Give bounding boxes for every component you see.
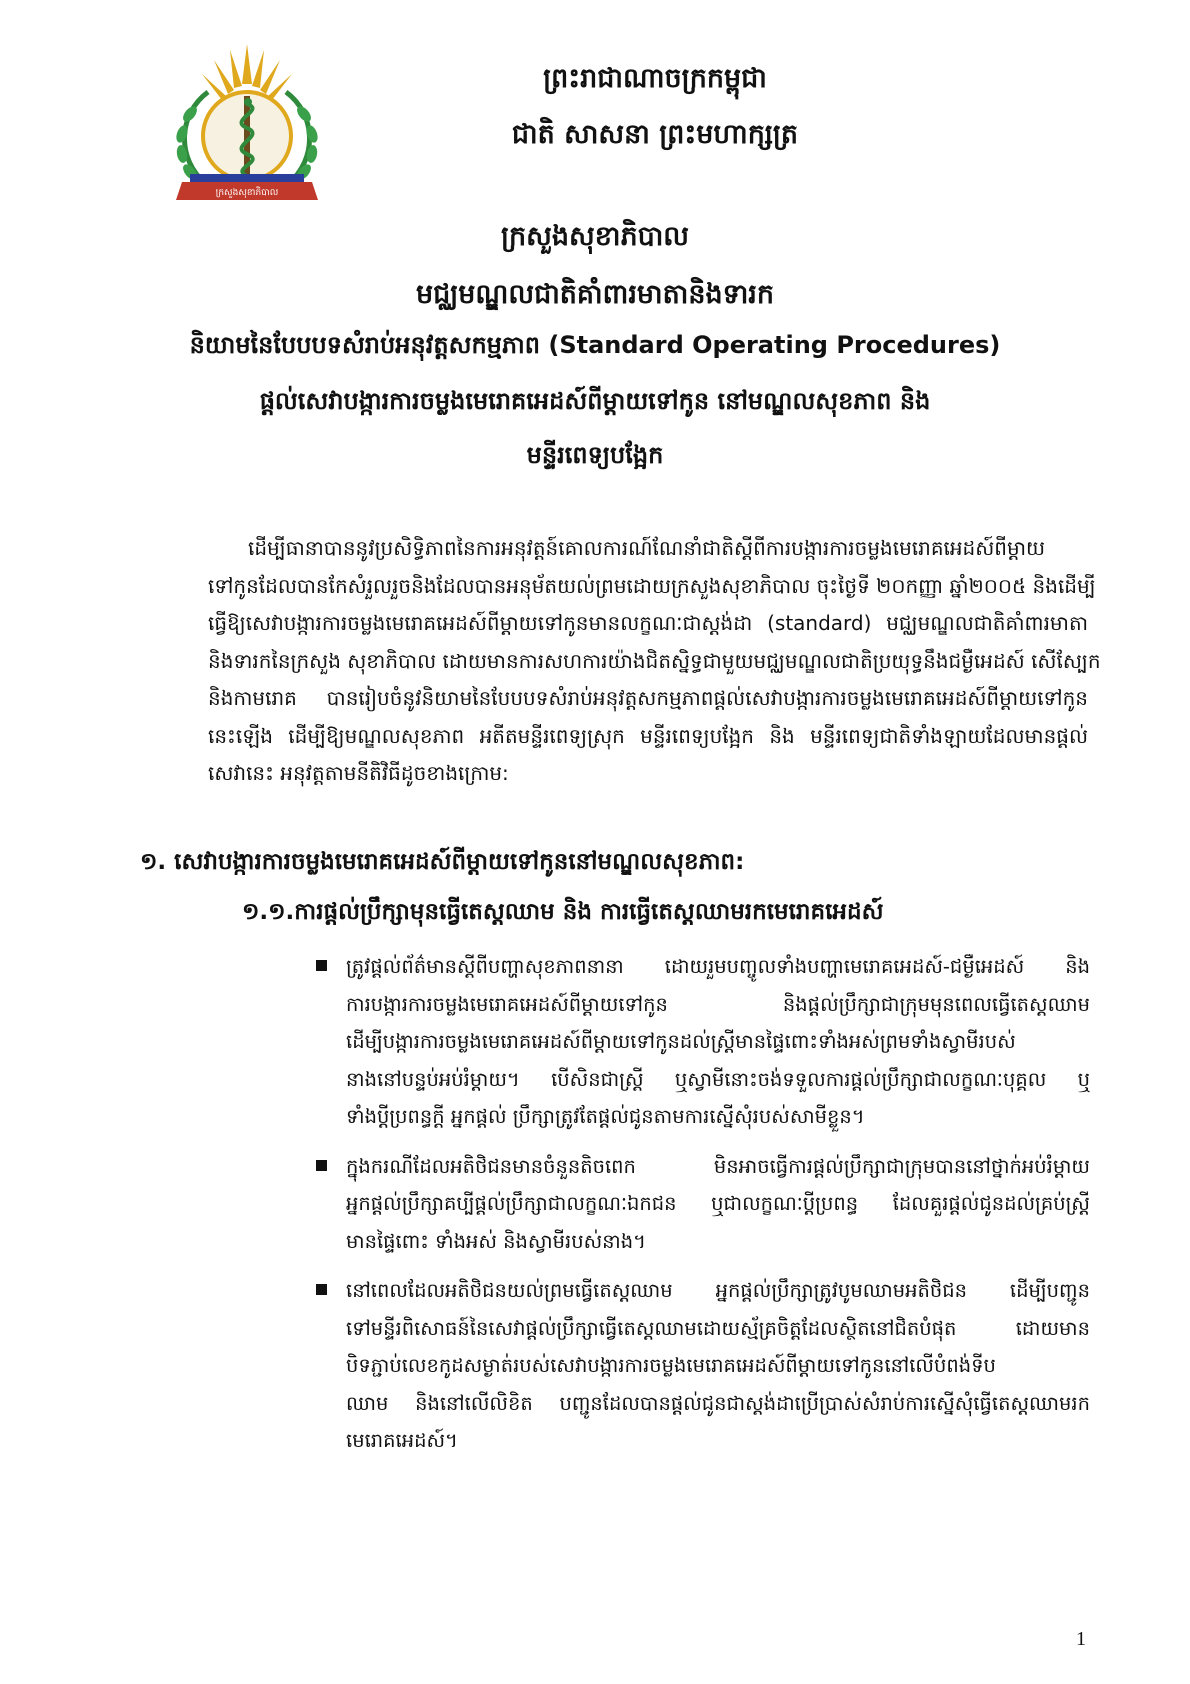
sop-title: និយាមនៃបែបបទសំរាប់អនុវត្តសកម្មភាព (Standard Operating Procedures) (189, 331, 1001, 359)
bullet-list (320, 948, 1090, 1472)
intro-line: ដើម្បីធានាបាននូវប្រសិទ្ធិភាពនៃការអនុវត្តន៍គោលការណ៍ណែនាំជាតិស្តីពីការបង្ការការចម្លងមេរោគអេដស៍ពីម្តាយ (248, 536, 1046, 560)
bullet-line: បិទភ្ជាប់លេខកូដសម្ងាត់របស់សេវាបង្ការការចម្លងមេរោគអេដស៍ពីម្តាយទៅកូននៅលើបំពង់ទីប (346, 1354, 996, 1377)
bullet-line: ត្រូវផ្តល់ព័ត៌មានស្តីពីបញ្ហាសុខភាពនានា ដោយរួមបញ្ចូលទាំងបញ្ហាមេរោគអេដស៍-ជម្ងឺអេដស៍ និង (346, 955, 1090, 978)
bullet-line: ក្នុងករណីដែលអតិថិជនមានចំនួនតិចពេក មិនអាចធ្វើការផ្តល់ប្រឹក្សាជាក្រុមបាននៅថ្នាក់អប់រំម្តាយ (346, 1154, 1090, 1178)
intro-line: និងកាមរោគ បានរៀបចំនូវនិយាមនៃបែបបទសំរាប់អនុវត្តសកម្មភាពផ្តល់សេវាបង្ការការចម្លងមេរោគអេដស៍ពីម្តាយទៅកូន (208, 686, 1088, 710)
page-number: 1 (1076, 1628, 1086, 1650)
square-bullet-icon (316, 960, 327, 971)
bullet-line: ឈាម និងនៅលើលិខិត បញ្ជូនដែលបានផ្តល់ជូនជាស្តង់ដាប្រើប្រាស់សំរាប់ការស្នើសុំធ្វើតេស្តឈាមរក (346, 1391, 1090, 1415)
intro-line: និងទារកនៃក្រសួង សុខាភិបាល ដោយមានការសហការយ៉ាងជិតស្និទ្ធជាមួយមជ្ឈមណ្ឌលជាតិប្រយុទ្ធនឹងជម្ងឺអេដស៍ សើស្បែក (208, 648, 1101, 673)
center-name: មជ្ឈមណ្ឌលជាតិគាំពារមាតានិងទារក (415, 279, 775, 310)
bullet-line: អ្នកផ្តល់ប្រឹក្សាគប្បីផ្តល់ប្រឹក្សាជាលក្ខណៈឯកជន ឬជាលក្ខណៈប្តីប្រពន្ធ ដែលគួរផ្តល់ជូនដល់គ្រប់ស្ត្រី (346, 1192, 1090, 1215)
intro-line: ធ្វើឱ្យសេវាបង្ការការចម្លងមេរោគអេដស៍ពីម្តាយទៅកូនមានលក្ខណៈជាស្តង់ដា (standard) មជ្ឈមណ្ឌលជាតិគាំពារមាតា (208, 611, 1088, 635)
bullet-line: នាងនៅបន្ទប់អប់រំម្តាយ។ បើសិនជាស្ត្រី ឬស្វាមីនោះចង់ទទួលការផ្តល់ប្រឹក្សាជាលក្ខណៈបុគ្គល ឬ (346, 1067, 1090, 1091)
intro-paragraph (208, 530, 1101, 793)
bullet-line: នៅពេលដែលអតិថិជនយល់ព្រមធ្វើតេស្តឈាម អ្នកផ្តល់ប្រឹក្សាត្រូវបូមឈាមអតិថិជន ដើម្បីបញ្ជូន (346, 1279, 1090, 1302)
bullet-line: មេរោគអេដស៍។ (346, 1429, 458, 1452)
ministry-name: ក្រសួងសុខាភិបាល (501, 221, 689, 252)
square-bullet-icon (316, 1284, 327, 1295)
bullet-line: ទៅមន្ទីរពិសោធន៍នៃសេវាផ្តល់ប្រឹក្សាធ្វើតេស្តឈាមដោយស្ម័គ្រចិត្តដែលស្ថិតនៅជិតបំផុត ដោយមាន (346, 1316, 1090, 1340)
service-title-line-2: មន្ទីរពេទ្យបង្អែក (526, 441, 664, 469)
section-1-1-heading: ១.១.ការផ្តល់ប្រឹក្សាមុនធ្វើតេស្តឈាម និង ការធ្វើតេស្តឈាមរកមេរោគអេដស៍ (242, 899, 884, 925)
kingdom-title: ព្រះរាជាណាចក្រកម្ពុជា (543, 63, 767, 94)
list-item (320, 1148, 1090, 1261)
service-title-line-1: ផ្តល់សេវាបង្ការការចម្លងមេរោគអេដស៍ពីម្តាយទៅកូន នៅមណ្ឌលសុខភាព និង (259, 387, 931, 415)
intro-line: ទៅកូនដែលបានកែសំរួលរួចនិងដែលបានអនុម័តយល់ព្រមដោយក្រសួងសុខាភិបាល ចុះថ្ងៃទី ២០កញ្ញា ឆ្នាំ២០០៥ និងដើម្បី (208, 573, 1096, 598)
national-motto: ជាតិ សាសនា ព្រះមហាក្សត្រ (511, 119, 799, 150)
list-item (320, 1272, 1090, 1460)
emblem-band (190, 174, 304, 182)
intro-line: នេះឡើង ដើម្បីឱ្យមណ្ឌលសុខភាព អតីតមន្ទីរពេទ្យស្រុក មន្ទីរពេទ្យបង្អែក និង មន្ទីរពេទ្យជាតិទាំងឡាយដែលមានផ្តល់ (208, 723, 1088, 748)
intro-line: សេវានេះ អនុវត្តតាមនីតិវិធីដូចខាងក្រោម: (208, 761, 509, 785)
bullet-line: ដើម្បីបង្ការការចម្លងមេរោគអេដស៍ពីម្តាយទៅកូនដល់ស្ត្រីមានផ្ទៃពោះទាំងអស់ព្រមទាំងស្វាមីរបស់ (346, 1030, 1016, 1053)
square-bullet-icon (316, 1160, 327, 1171)
bullet-line: ការបង្ការការចម្លងមេរោគអេដស៍ពីម្តាយទៅកូន និងផ្តល់ប្រឹក្សាជាក្រុមមុនពេលធ្វើតេស្តឈាម (346, 992, 1090, 1016)
list-item (320, 948, 1090, 1136)
section-1-heading: ១. សេវាបង្ការការចម្លងមេរោគអេដស៍ពីម្តាយទៅកូននៅមណ្ឌលសុខភាព: (140, 849, 745, 875)
emblem-banner-text: ក្រសួងសុខាភិបាល (215, 188, 279, 198)
bullet-line: ទាំងប្តីប្រពន្ធក្តី អ្នកផ្តល់ ប្រឹក្សាត្រូវតែផ្តល់ជូនតាមការស្នើសុំរបស់សាមីខ្លួន។ (346, 1105, 865, 1128)
bullet-line: មានផ្ទៃពោះ ទាំងអស់ និងស្វាមីរបស់នាង។ (346, 1229, 646, 1253)
